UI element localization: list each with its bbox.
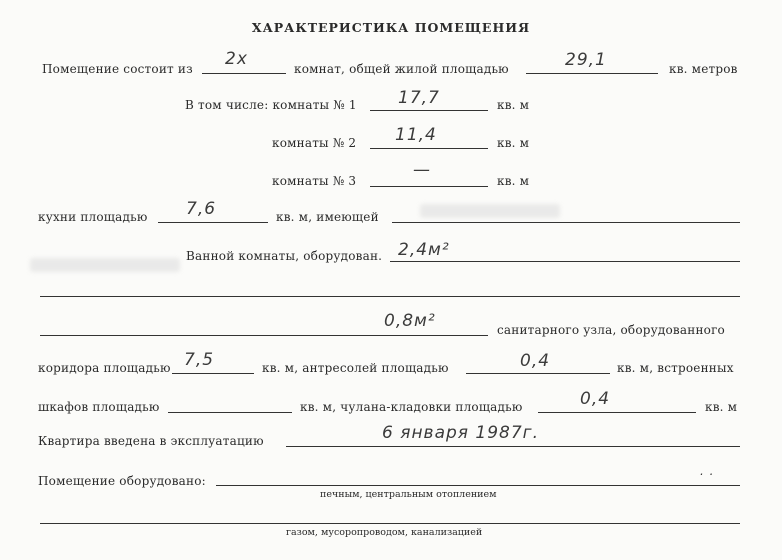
room2-value: 11,4 — [395, 125, 437, 145]
room1-value: 17,7 — [398, 88, 440, 108]
room1-label: В том числе: комнаты № 1 — [185, 98, 357, 112]
commissioned-field[interactable] — [286, 446, 740, 447]
pantry-field[interactable] — [538, 412, 696, 413]
sanitary-value: 0,8м² — [384, 311, 436, 331]
blank-line-1[interactable] — [40, 296, 740, 297]
room2-label: комнаты № 2 — [272, 136, 357, 150]
heating-caption: печным, центральным отоплением — [320, 489, 497, 500]
equipment-field[interactable] — [216, 485, 740, 486]
bathroom-label: Ванной комнаты, оборудован. — [186, 249, 383, 263]
rooms-count-value: 2х — [225, 49, 248, 69]
corridor-value: 7,5 — [184, 350, 215, 370]
room3-value: — — [413, 160, 431, 180]
utilities-caption: газом, мусоропроводом, канализацией — [286, 527, 483, 538]
form-title: ХАРАКТЕРИСТИКА ПОМЕЩЕНИЯ — [251, 20, 531, 35]
bathroom-value: 2,4м² — [398, 240, 450, 260]
room1-field[interactable] — [370, 110, 488, 111]
pantry-unit: кв. м — [705, 400, 738, 414]
sanitary-label: санитарного узла, оборудованного — [497, 323, 725, 337]
kitchen-value: 7,6 — [186, 199, 217, 219]
total-area-value: 29,1 — [565, 50, 607, 70]
faded-ink — [30, 258, 180, 272]
utilities-field[interactable] — [40, 523, 740, 524]
commissioned-label: Квартира введена в эксплуатацию — [38, 434, 264, 448]
room3-unit: кв. м — [497, 174, 530, 188]
room2-field[interactable] — [370, 148, 488, 149]
mezzanine-label: кв. м, антресолей площадью — [262, 361, 449, 375]
equipment-label: Помещение оборудовано: — [38, 474, 206, 488]
total-area-label: комнат, общей жилой площадью — [294, 62, 509, 76]
room1-unit: кв. м — [497, 98, 530, 112]
cupboard-field[interactable] — [168, 412, 292, 413]
total-area-unit: кв. метров — [669, 62, 738, 76]
commissioned-value: 6 января 1987г. — [382, 423, 540, 443]
pantry-label: кв. м, чулана-кладовки площадью — [300, 400, 523, 414]
kitchen-equipment-field[interactable] — [392, 222, 740, 223]
faded-ink — [420, 204, 560, 218]
corridor-label: коридора площадью — [38, 361, 171, 375]
sanitary-field[interactable] — [40, 335, 488, 336]
pantry-value: 0,4 — [580, 389, 611, 409]
kitchen-equipment-label: кв. м, имеющей — [276, 210, 379, 224]
mezzanine-field[interactable] — [466, 373, 610, 374]
rooms-count-label: Помещение состоит из — [42, 62, 193, 76]
room3-field[interactable] — [370, 186, 488, 187]
corridor-field[interactable] — [172, 373, 254, 374]
total-area-field[interactable] — [526, 73, 658, 74]
builtin-label: кв. м, встроенных — [617, 361, 734, 375]
room3-label: комнаты № 3 — [272, 174, 357, 188]
kitchen-field[interactable] — [158, 222, 268, 223]
bathroom-field[interactable] — [390, 261, 740, 262]
rooms-count-field[interactable] — [202, 73, 286, 74]
mezzanine-value: 0,4 — [520, 351, 551, 371]
kitchen-label: кухни площадью — [38, 210, 148, 224]
cupboard-label: шкафов площадью — [38, 400, 160, 414]
room2-unit: кв. м — [497, 136, 530, 150]
equipment-mark: . . — [700, 464, 715, 478]
